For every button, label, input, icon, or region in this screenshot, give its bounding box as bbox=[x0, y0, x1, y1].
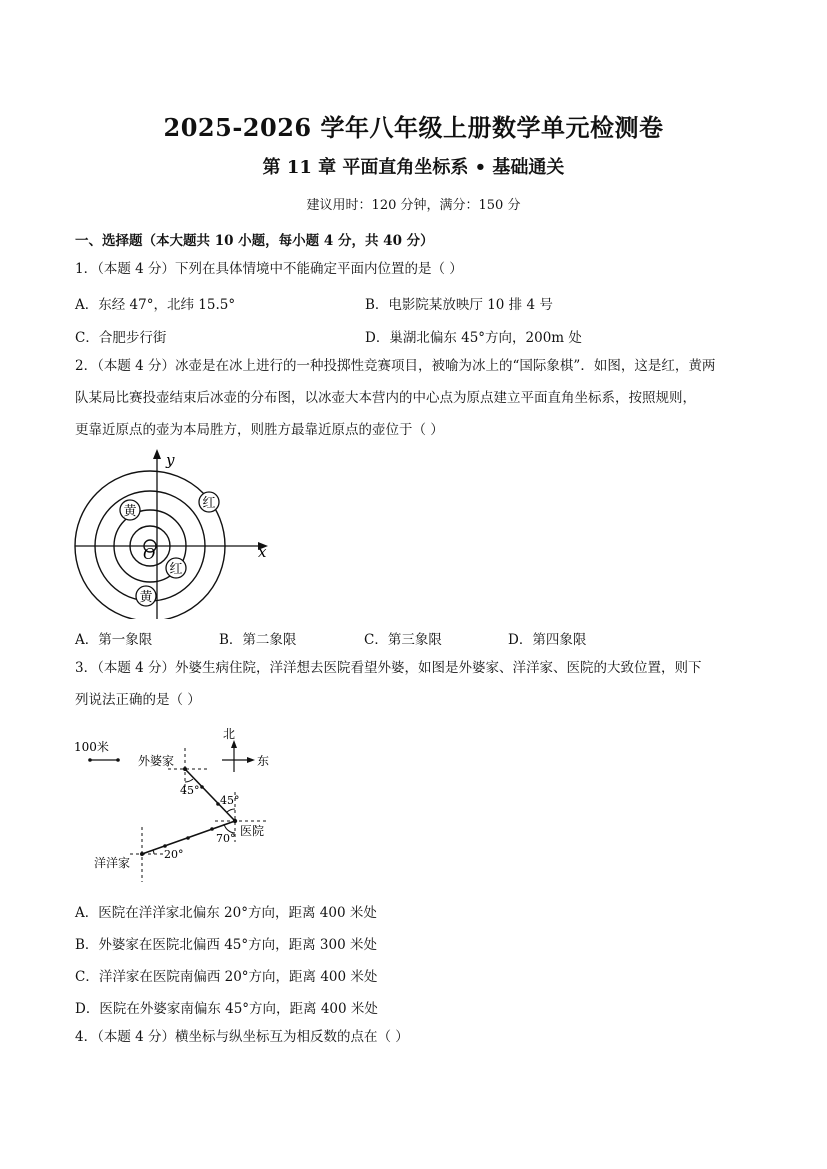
q2-option-c: C．第三象限 bbox=[364, 632, 442, 648]
page-title: 2025-2026 学年八年级上册数学单元检测卷 bbox=[163, 113, 664, 142]
hospital-label: 医院 bbox=[240, 824, 265, 838]
q3-map-figure bbox=[72, 722, 282, 884]
y-axis-arrow bbox=[153, 449, 161, 459]
grandma-home-label: 外婆家 bbox=[138, 754, 175, 768]
section-heading: 一、选择题（本大题共 10 小题，每小题 4 分，共 40 分） bbox=[75, 233, 434, 249]
q3-option-c: C．洋洋家在医院南偏西 20°方向，距离 400 米处 bbox=[75, 969, 378, 985]
exam-info: 建议用时：120 分钟，满分：150 分 bbox=[306, 198, 521, 213]
stone-label: 黄 bbox=[139, 590, 153, 605]
q3-option-a: A．医院在洋洋家北偏东 20°方向，距离 400 米处 bbox=[75, 905, 377, 921]
q3-option-b: B．外婆家在医院北偏西 45°方向，距离 300 米处 bbox=[75, 937, 377, 953]
q3-stem-line1: 3．（本题 4 分）外婆生病住院，洋洋想去医院看望外婆，如图是外婆家、洋洋家、医院的大致位置，则下 bbox=[75, 660, 702, 676]
scale-label: 100米 bbox=[74, 740, 109, 754]
q2-curling-figure bbox=[70, 447, 280, 619]
stone-label: 红 bbox=[169, 562, 183, 577]
q1-option-c: C．合肥步行街 bbox=[75, 330, 167, 346]
q2-stem-line2: 队某局比赛投壶结束后冰壶的分布图，以冰壶大本营内的中心点为原点建立平面直角坐标系，按照规则， bbox=[75, 390, 696, 406]
x-axis-label: x bbox=[258, 543, 267, 561]
y-axis-label: y bbox=[166, 451, 175, 469]
stone-label: 红 bbox=[202, 496, 216, 511]
angle-45-a: 45° bbox=[180, 784, 200, 797]
angle-70: 70° bbox=[216, 832, 236, 845]
east-label: 东 bbox=[257, 754, 270, 768]
q3-option-d: D．医院在外婆家南偏东 45°方向，距离 400 米处 bbox=[75, 1001, 378, 1017]
q1-option-b: B．电影院某放映厅 10 排 4 号 bbox=[365, 297, 553, 313]
q2-option-d: D．第四象限 bbox=[508, 632, 587, 648]
q2-stem-line3: 更靠近原点的壶为本局胜方，则胜方最靠近原点的壶位于（ ） bbox=[75, 422, 444, 438]
north-label: 北 bbox=[222, 727, 236, 741]
q2-stem-line1: 2．（本题 4 分）冰壶是在冰上进行的一种投掷性竞赛项目，被喻为冰上的“国际象棋”．如图，这是红，黄两 bbox=[75, 358, 716, 374]
stone-label: 黄 bbox=[123, 504, 137, 519]
q2-option-b: B．第二象限 bbox=[219, 632, 297, 648]
q4-stem: 4．（本题 4 分）横坐标与纵坐标互为相反数的点在（ ） bbox=[75, 1029, 409, 1045]
angle-45-b: 45° bbox=[220, 794, 240, 807]
angle-20: 20° bbox=[164, 848, 184, 861]
q3-stem-line2: 列说法正确的是（ ） bbox=[75, 692, 201, 708]
page-subtitle: 第 11 章 平面直角坐标系 • 基础通关 bbox=[262, 157, 565, 178]
q1-option-d: D．巢湖北偏东 45°方向，200m 处 bbox=[365, 330, 582, 346]
q1-stem: 1．（本题 4 分）下列在具体情境中不能确定平面内位置的是（ ） bbox=[75, 261, 463, 277]
origin-label: O bbox=[143, 545, 156, 563]
q1-option-a: A．东经 47°，北纬 15.5° bbox=[75, 297, 236, 313]
yangyang-home-label: 洋洋家 bbox=[94, 856, 131, 870]
q2-option-a: A．第一象限 bbox=[75, 632, 153, 648]
